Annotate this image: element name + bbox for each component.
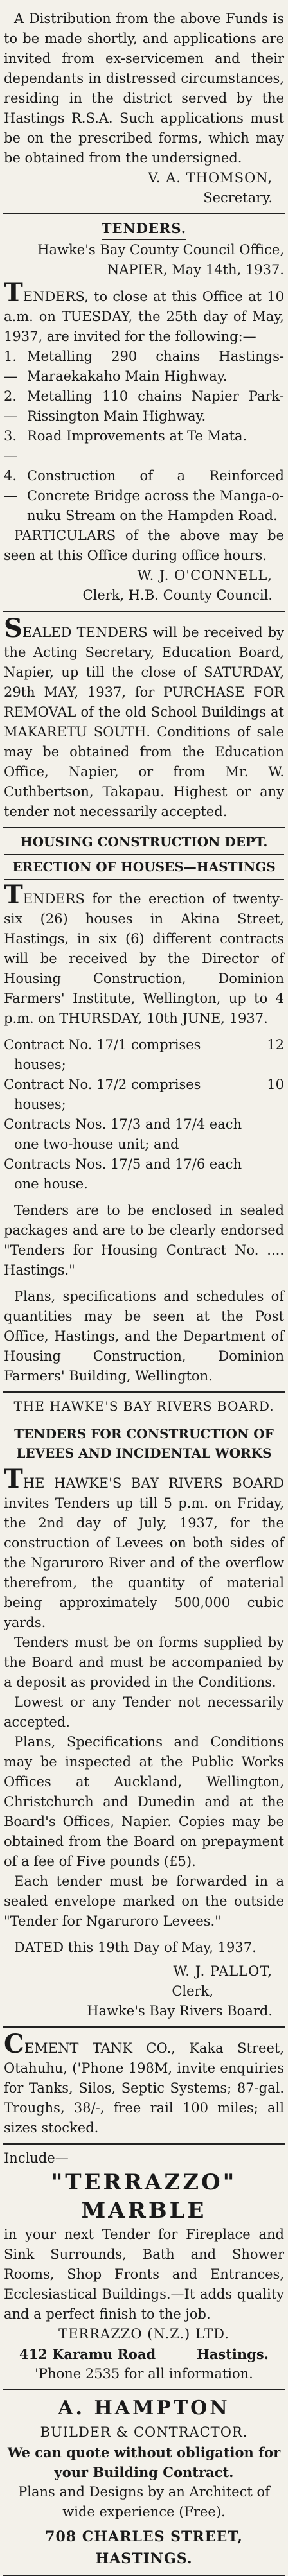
cement-tank-advert [3,2028,285,2143]
housing-intro: TENDERS for the erection of twenty-six (26) houses in Akina Street, Hastings, in six (6) different contracts will be received by the Director of Housing Construction, Dominion Farmers' Institute, Wellington, up to 4 p.m. on THURSDAY, 10th JUNE, 1937. [4,880,284,1026]
rsa-distribution-notice [3,0,285,213]
housing-enclose: Tenders are to be enclosed in sealed packages and are to be clearly endorsed "Tenders for Housing Contract No. .... Hastings." [4,1203,284,1278]
rivers-lowest: Lowest or any Tender not necessarily accepted. [4,1694,284,1730]
newspaper-column [3,0,285,2576]
makaretu-body: SEALED TENDERS will be received by the Acting Secretary, Education Board, Napier, up till the close of SATURDAY, 29th MAY, 1937, for PURCHASE FOR REMOVAL of the old School Buildings at MAKARETU SOUTH. Conditions of sale may be obtained from the Education Office, Napier, or from Mr. W. Cuthbertson, Takapau. Highest or any tender not necessarily accepted. [4,613,284,819]
rivers-heading-levees: TENDERS FOR CONSTRUCTION OF LEVEES AND INCIDENTAL WORKS [14,1426,274,1461]
hbcc-heading: TENDERS. [4,218,284,240]
rsa-signature-title: Secretary. [203,190,273,205]
list-item: 1.— Metalling 290 chains Hastings-Maraekakaho Main Highway. [4,349,284,384]
housing-plans: Plans, specifications and schedules of quantities may be seen at the Post Office, Hastings, and the Department of Housing Construction, Dominion Farmers' Building, Wellington. [4,1289,284,1384]
rsa-signature-name: V. A. THOMSON, [148,170,273,186]
housing-heading-erection: ERECTION OF HOUSES—HASTINGS [12,859,276,875]
divider [4,879,284,880]
cement-body: CEMENT TANK CO., Kaka Street, Otahuhu, ('Phone 198M, invite enquiries for Tanks, Silos, Septic Systems; 87-gal. Troughs, 38/-, free rail 100 miles; all sizes stocked. [4,2029,284,2136]
hbcc-signature-title: Clerk, H.B. County Council. [82,587,273,603]
hampton-trade: BUILDER & CONTRACTOR. [40,2424,248,2440]
contract-row-cont: one house. [14,1176,88,1192]
rivers-board-tenders-notice [3,1393,285,2026]
rivers-each: Each tender must be forwarded in a sealed envelope marked on the outside "Tender for Ngaruroro Levees." [4,1874,284,1929]
hbcc-intro: TENDERS, to close at this Office at 10 a.m. on TUESDAY, the 25th day of May, 1937, are invited for the following:— [4,277,284,344]
contract-row: Contract No. 17/1 comprises 12 [4,1037,284,1052]
hbcc-office-line2: NAPIER, May 14th, 1937. [107,262,284,277]
rivers-signature-title1: Clerk, [172,1983,213,1999]
rivers-dated: DATED this 19th Day of May, 1937. [14,1940,256,1955]
makaretu-sealed-tenders-notice [3,612,285,827]
terrazzo-body: in your next Tender for Fireplace and Sink Surrounds, Bath and Shower Rooms, Shop Fronts and Entrances, Ecclesiastical Buildings.—It adds quality and a perfect finish to the job. [4,2227,284,2322]
hampton-address: 708 CHARLES STREET, HASTINGS. [45,2528,243,2567]
terrazzo-include: Include— [4,2150,69,2166]
terrazzo-advert [3,2145,285,2389]
contract-row-cont: houses; [14,1057,66,1072]
rivers-intro: THE HAWKE'S BAY RIVERS BOARD invites Tenders up till 5 p.m. on Friday, the 2nd day of July, 1937, for the construction of Levees on both sides of the Ngaruroro River and of the overflow therefrom, the quantity of material being approximately 500,000 cubic yards. [4,1464,284,1630]
hampton-name: A. HAMPTON [58,2397,230,2419]
hampton-quote: We can quote without obligation for your Building Contract. [7,2444,281,2480]
divider [4,854,284,855]
contract-row-cont: one two-house unit; and [14,1136,179,1152]
terrazzo-address: 412 Karamu Road Hastings. [19,2346,269,2362]
rivers-signature-title2: Hawke's Bay Rivers Board. [87,2003,273,2019]
hbcc-office-line1: Hawke's Bay County Council Office, [37,242,284,257]
hbcc-particulars: PARTICULARS of the above may be seen at this Office during office hours. [4,528,284,563]
housing-tenders-notice [3,828,285,1391]
hbcc-tenders-notice [3,214,285,611]
terrazzo-company: TERRAZZO (N.Z.) LTD. [59,2326,230,2342]
list-item: 2.— Metalling 110 chains Napier Park-Rissington Main Highway. [4,388,284,424]
contract-row: Contract No. 17/2 comprises 10 [4,1077,284,1092]
hbcc-signature-name: W. J. O'CONNELL, [137,568,273,583]
terrazzo-title: "TERRAZZO" MARBLE [51,2170,237,2224]
rivers-plans: Plans, Specifications and Conditions may be inspected at the Public Works Offices at Auckland, Wellington, Christchurch and Dunedin and at the Board's Offices, Napier. Copies may be obtained from the Board on prepayment of a fee of Five pounds (£5). [4,1734,284,1869]
rivers-forms: Tenders must be on forms supplied by the Board and must be accompanied by a deposit as provided in the Conditions. [4,1635,284,1690]
contract-row: Contracts Nos. 17/5 and 17/6 each [4,1156,242,1172]
terrazzo-phone: 'Phone 2535 for all information. [35,2366,253,2381]
rsa-body: A Distribution from the above Funds is to be made shortly, and applications are invited from ex-servicemen and their dependants in distressed circumstances, residing in the district served by the Hastings R.S.A. Such applications must be on the prescribed forms, which may be obtained from the undersigned. [4,11,284,166]
contract-row-cont: houses; [14,1097,66,1112]
contract-row: Contracts Nos. 17/3 and 17/4 each [4,1117,242,1132]
list-item: 4.— Construction of a Reinforced Concrete Bridge across the Manga-o-nuku Stream on the Hampden Road. [4,468,284,523]
list-item: 3.— Road Improvements at Te Mata. [4,428,248,464]
hampton-builder-advert [3,2390,285,2575]
housing-heading-dept: HOUSING CONSTRUCTION DEPT. [20,834,268,849]
rivers-heading-board: THE HAWKE'S BAY RIVERS BOARD. [14,1398,274,1414]
hampton-plans: Plans and Designs by an Architect of wide experience (Free). [18,2484,270,2519]
rivers-signature-name: W. J. PALLOT, [173,1963,273,1979]
